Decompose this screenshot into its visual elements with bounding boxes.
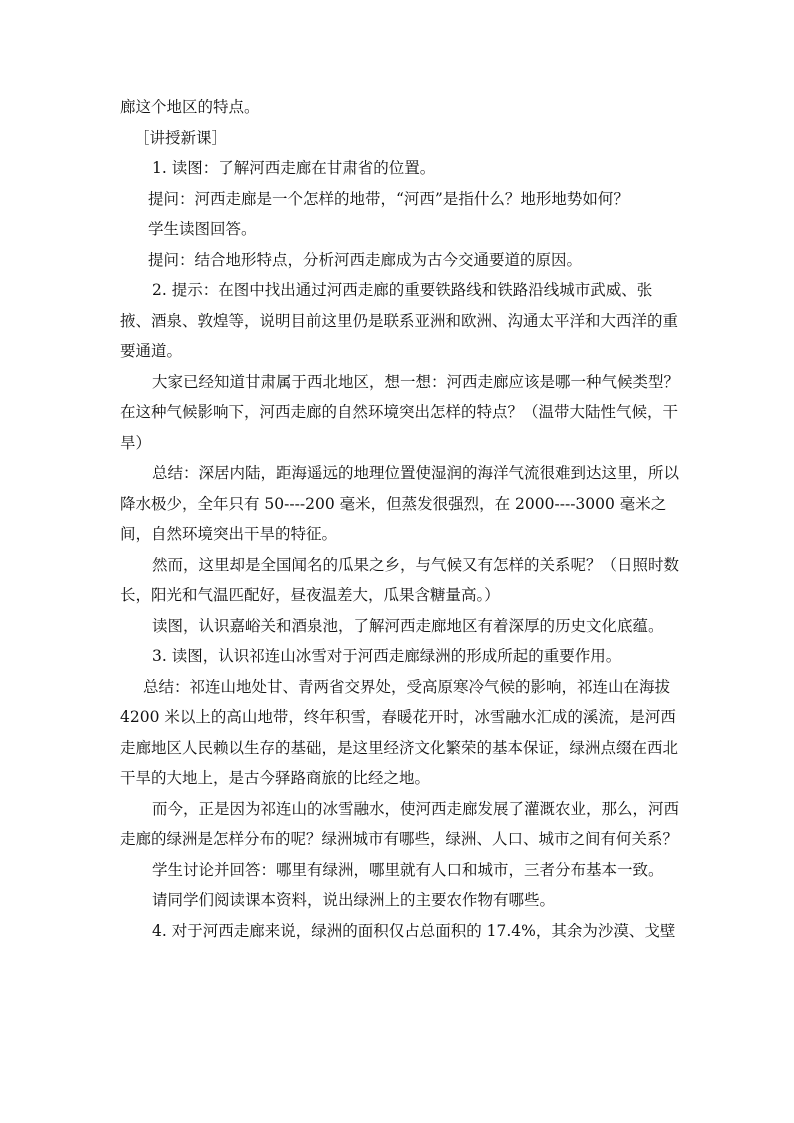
paragraph-summary-qilian: 总结：祁连山地处甘、青两省交界处，受高原寒冷气候的影响，祁连山在海拔 4200 米以上的高山地带，终年积雪，春暖花开时，冰雪融水汇成的溪流，是河西走廊地区人民赖以生存的基础，是这里经济文化繁荣的基本保证，绿洲点缀在西北干旱的大地上，是古今驿路商旅的比经之地。 [120,677,679,787]
paragraph-step-2: 2. 提示：在图中找出通过河西走廊的重要铁路线和铁路沿线城市武威、张掖、酒泉、敦煌等，说明目前这里仍是联系亚洲和欧洲、沟通太平洋和大西洋的重要通道。 [120,281,679,360]
paragraph-reading-task: 请同学们阅读课本资料，说出绿洲上的主要农作物有哪些。 [152,891,556,909]
paragraph-step-1: 1. 读图：了解河西走廊在甘肃省的位置。 [152,159,436,177]
paragraph-student-answer: 学生读图回答。 [148,220,257,238]
paragraph-step-4: 4. 对于河西走廊来说，绿洲的面积仅占总面积的 17.4%，其余为沙漠、戈壁 [152,921,676,940]
paragraph-question-1: 提问：河西走廊是一个怎样的地带，“河西”是指什么？地形地势如何？ [148,189,629,208]
paragraph-question-2: 提问：结合地形特点，分析河西走廊成为古今交通要道的原因。 [148,250,583,269]
paragraph-climate-question: 大家已经知道甘肃属于西北地区，想一想：河西走廊应该是哪一种气候类型？在这种气候影响下，河西走廊的自然环境突出怎样的特点？（温带大陆性气候，干旱） [120,372,680,452]
paragraph-fruit-question: 然而，这里却是全国闻名的瓜果之乡，与气候又有怎样的关系呢？（日照时数长，阳光和气温匹配好，昼夜温差大，瓜果含糖量高。） [120,555,680,604]
paragraph-continuation: 廊这个地区的特点。 [120,98,260,116]
document-body [120,92,680,946]
paragraph-summary-climate: 总结：深居内陆，距海遥远的地理位置使湿润的海洋气流很难到达这里，所以降水极少，全年只有 50----200 毫米，但蒸发很强烈，在 2000----3000 毫米之间，自然环境突出干旱的特征。 [120,464,680,543]
section-heading-new-lesson: ［讲授新课］ [134,128,228,147]
paragraph-discussion: 学生讨论并回答：哪里有绿洲，哪里就有人口和城市，三者分布基本一致。 [152,860,664,879]
paragraph-oasis-question: 而今，正是因为祁连山的冰雪融水，使河西走廊发展了灌溉农业，那么，河西走廊的绿洲是怎样分布的呢？绿洲城市有哪些，绿洲、人口、城市之间有何关系？ [120,799,680,848]
paragraph-culture: 读图，认识嘉峪关和酒泉池，了解河西走廊地区有着深厚的历史文化底蕴。 [152,616,664,635]
paragraph-step-3: 3. 读图，认识祁连山冰雪对于河西走廊绿洲的形成所起的重要作用。 [152,647,622,665]
